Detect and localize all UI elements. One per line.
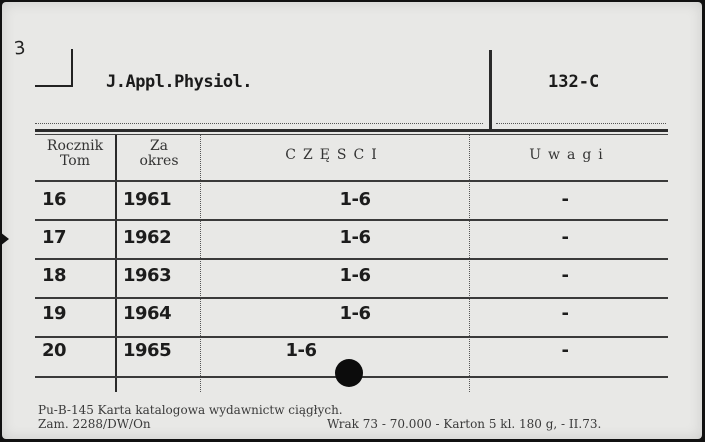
cell-parts: 1-6 bbox=[339, 303, 371, 324]
cell-notes: - bbox=[561, 340, 569, 361]
footer-form-name: Pu-B-145 Karta katalogowa wydawnictw ciągłych. bbox=[38, 403, 343, 417]
header-parts: CZĘSCI bbox=[285, 147, 384, 163]
header-period-line2: okres bbox=[139, 153, 179, 169]
header-period-line1: Za bbox=[149, 138, 169, 154]
punch-hole bbox=[335, 359, 363, 387]
footer-print-info: Wrak 73 - 70.000 - Karton 5 kl. 180 g, - II.73. bbox=[327, 417, 602, 431]
row-line bbox=[35, 219, 668, 221]
card-edge-notch bbox=[0, 232, 9, 246]
row-line bbox=[35, 258, 668, 260]
column-divider-parts bbox=[469, 135, 470, 392]
cell-year: 1961 bbox=[123, 189, 172, 210]
journal-title: J.Appl.Physiol. bbox=[106, 72, 253, 92]
corner-bracket-horizontal bbox=[35, 85, 73, 87]
header-year-volume bbox=[35, 139, 115, 169]
header-period bbox=[119, 139, 199, 169]
header-notes: Uwagi bbox=[529, 147, 610, 163]
header-volume-label: Tom bbox=[60, 153, 90, 169]
shelf-mark: 132-C bbox=[548, 72, 600, 92]
cell-notes: - bbox=[561, 227, 569, 248]
column-divider-period bbox=[200, 135, 201, 392]
cell-parts: 1-6 bbox=[285, 340, 317, 361]
cell-parts: 1-6 bbox=[339, 189, 371, 210]
cell-parts: 1-6 bbox=[339, 265, 371, 286]
cell-notes: - bbox=[561, 189, 569, 210]
header-rule-thick bbox=[35, 129, 668, 132]
footer-order-number: Zam. 2288/DW/On bbox=[38, 417, 151, 431]
row-line bbox=[35, 297, 668, 299]
cell-volume: 20 bbox=[42, 340, 67, 361]
cell-parts: 1-6 bbox=[339, 227, 371, 248]
header-rule-thin bbox=[35, 134, 668, 135]
title-divider bbox=[489, 50, 492, 130]
cell-year: 1964 bbox=[123, 303, 172, 324]
cell-notes: - bbox=[561, 303, 569, 324]
cell-year: 1962 bbox=[123, 227, 172, 248]
cell-volume: 18 bbox=[42, 265, 67, 286]
corner-bracket-vertical bbox=[71, 49, 73, 87]
row-line bbox=[35, 180, 668, 182]
corner-number: 3 bbox=[12, 37, 27, 60]
cell-year: 1965 bbox=[123, 340, 172, 361]
cell-volume: 16 bbox=[42, 189, 67, 210]
header-year-label: Rocznik bbox=[46, 138, 104, 154]
column-divider-year bbox=[115, 135, 117, 392]
row-line bbox=[35, 336, 668, 338]
cell-volume: 17 bbox=[42, 227, 67, 248]
cell-year: 1963 bbox=[123, 265, 172, 286]
dotted-rule-right bbox=[496, 123, 666, 124]
cell-notes: - bbox=[561, 265, 569, 286]
catalog-card bbox=[2, 2, 702, 439]
cell-volume: 19 bbox=[42, 303, 67, 324]
dotted-rule-left bbox=[35, 123, 483, 124]
